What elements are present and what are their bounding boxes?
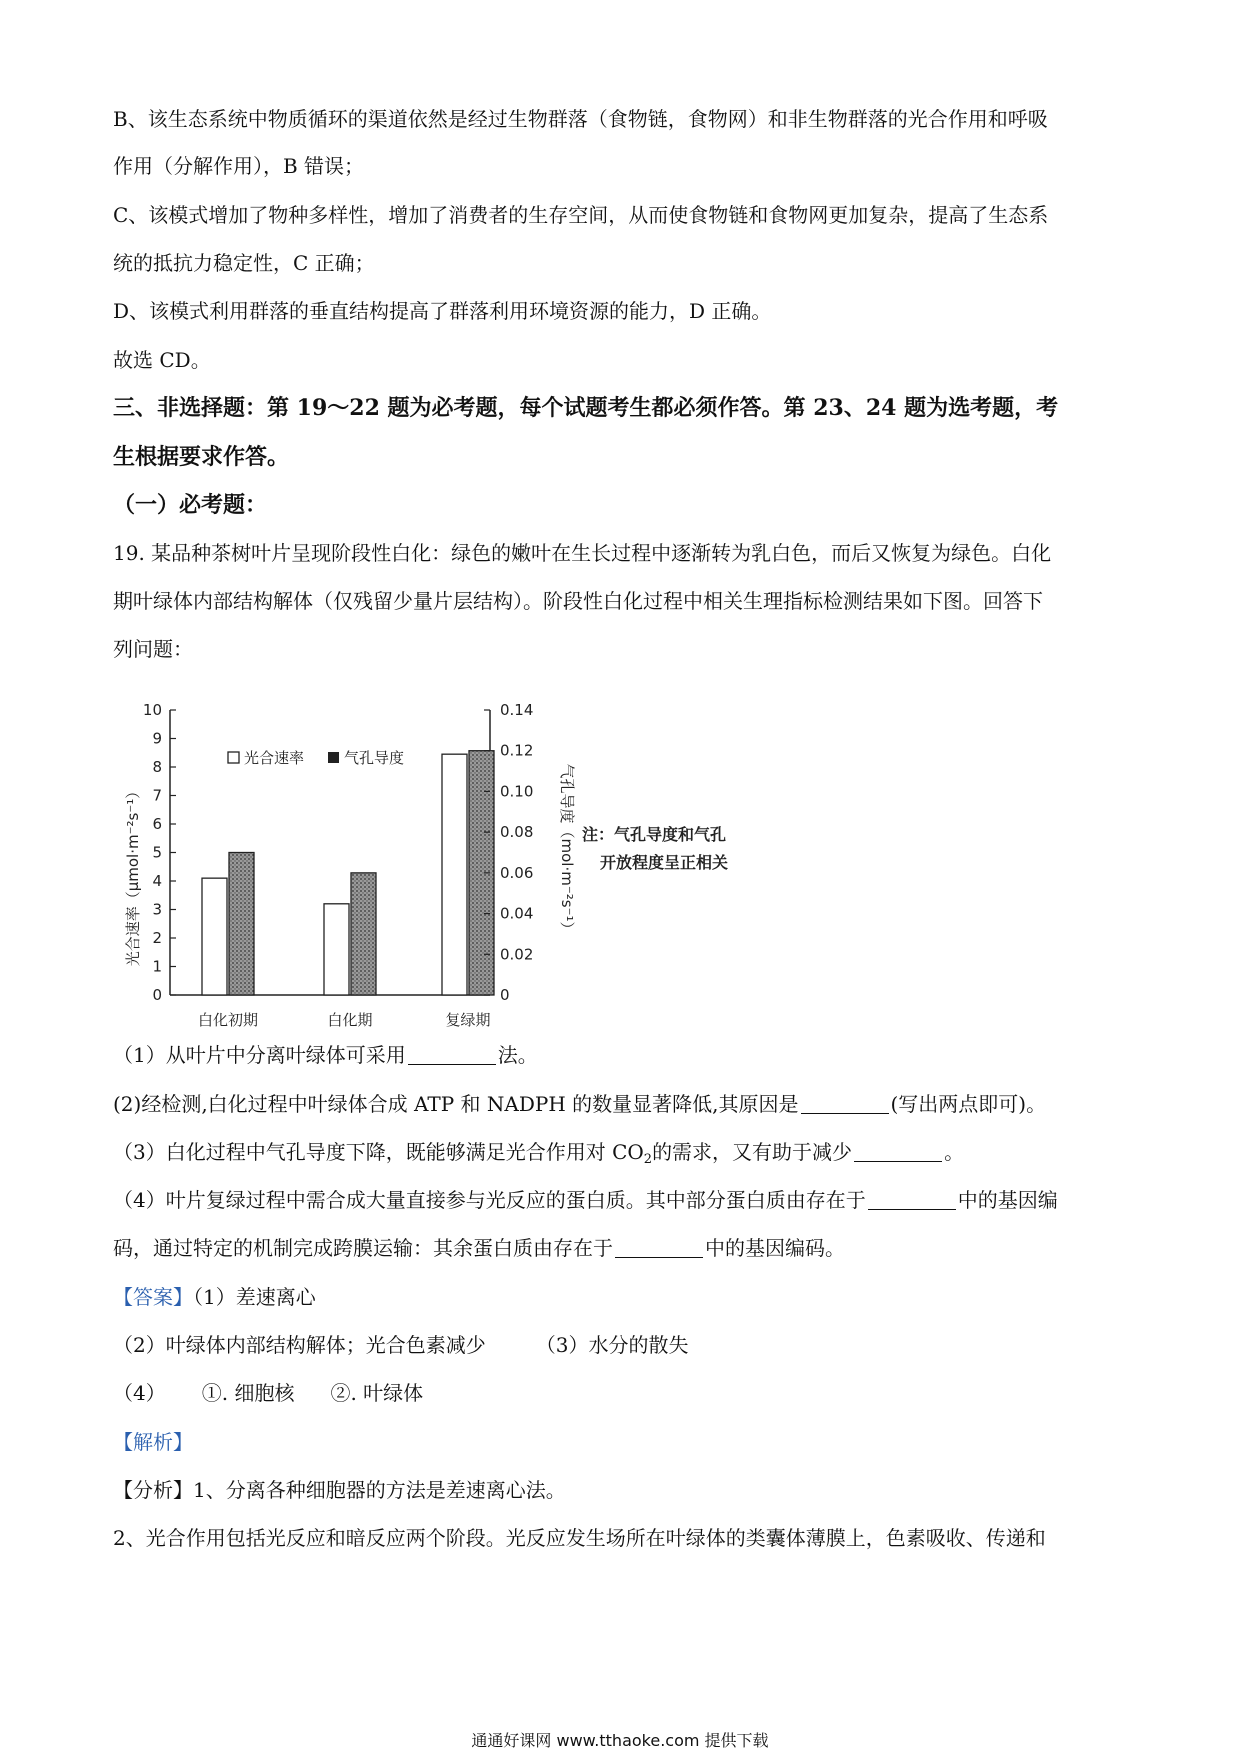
answer-line2: [113, 1330, 1133, 1360]
bar-photosynthesis-rate: [202, 878, 227, 995]
category-label: 白化期: [327, 1011, 373, 1029]
q19-part4-line1: [113, 1185, 1133, 1215]
option-d-line: D、该模式利用群落的垂直结构提高了群落利用环境资源的能力，D 正确。: [113, 299, 772, 323]
left-tick-label: 7: [152, 786, 162, 805]
right-axis-label: 气孔导度（mol·m⁻²s⁻¹）: [558, 763, 576, 937]
category-labels: [198, 1011, 491, 1029]
left-tick-label: 0: [152, 986, 162, 1004]
bar-stomatal-conductance: [229, 853, 254, 996]
left-tick-label: 5: [152, 843, 162, 862]
right-tick-label: 0: [500, 986, 510, 1004]
section-title-line2: 生根据要求作答。: [113, 444, 290, 470]
left-tick-label: 6: [152, 815, 162, 833]
legend-swatch-rate: [228, 752, 239, 763]
option-b-line2: 作用（分解作用），B 错误；: [113, 154, 365, 178]
legend-swatch-conductance: [328, 752, 339, 763]
q19-part3: [113, 1137, 1133, 1175]
bar-photosynthesis-rate: [442, 754, 467, 995]
co2-subscript: 2: [643, 1152, 653, 1167]
page-footer: 通通好课网 www.tthaoke.com 提供下载: [471, 1731, 769, 1750]
right-tick-label: 0.10: [500, 782, 534, 801]
left-tick-label: 1: [152, 957, 162, 976]
q19-part1-text: （1）从叶片中分离叶绿体可采用: [113, 1043, 406, 1067]
analysis-line1: [113, 1475, 1133, 1505]
q19-part2-end: (写出两点即可)。: [890, 1092, 1047, 1116]
analysis-tag: 【解析】: [113, 1430, 193, 1454]
answer-tag: 【答案】: [113, 1285, 193, 1309]
option-b-line1: B、该生态系统中物质循环的渠道依然是经过生物群落（食物链，食物网）和非生物群落的光合作用和呼吸: [113, 107, 1048, 131]
answer-2: （2）叶绿体内部结构解体；光合色素减少: [113, 1333, 486, 1357]
right-tick-label: 0.04: [500, 904, 534, 923]
chart-note-line1: 注：气孔导度和气孔: [582, 825, 727, 844]
left-tick-label: 2: [152, 929, 162, 947]
right-tick-label: 0.02: [500, 945, 534, 964]
answer-line1: [113, 1282, 1133, 1312]
chart-note-line2: 开放程度呈正相关: [600, 853, 729, 872]
left-tick-label: 9: [152, 729, 162, 748]
answer-blank[interactable]: [854, 1141, 942, 1162]
answer-4-label: （4）: [113, 1381, 166, 1405]
q19-part4-mid: 中的基因编: [957, 1188, 1058, 1212]
q19-part1-end: 法。: [497, 1043, 538, 1067]
section-title-line1: 三、非选择题：第 19～22 题为必考题，每个试题考生都必须作答。第 23、24 题为选考题，考: [113, 395, 1059, 421]
answer-blank[interactable]: [801, 1093, 889, 1114]
answer-4-2: ②. 叶绿体: [330, 1381, 424, 1405]
left-tick-label: 8: [152, 758, 162, 776]
analysis-line2: 2、光合作用包括光反应和暗反应两个阶段。光反应发生场所在叶绿体的类囊体薄膜上，色素吸收、传递和: [113, 1526, 1046, 1550]
left-axis-ticks: [143, 701, 176, 1004]
category-label: 复绿期: [445, 1011, 491, 1029]
q19-stem-line1: 19. 某品种茶树叶片呈现阶段性白化：绿色的嫩叶在生长过程中逐渐转为乳白色，而后又恢复为绿色。白化: [113, 541, 1052, 565]
q19-stem-line3: 列问题：: [113, 637, 193, 661]
option-c-line1: C、该模式增加了物种多样性，增加了消费者的生存空间，从而使食物链和食物网更加复杂，提高了生态系: [113, 203, 1049, 227]
q19-part3-mid: 的需求，又有助于减少: [652, 1140, 853, 1164]
answer-blank[interactable]: [615, 1237, 703, 1258]
bar-stomatal-conductance: [351, 873, 376, 995]
answer-choice: 故选 CD。: [113, 348, 211, 372]
q19-part4-end: 中的基因编码。: [705, 1236, 845, 1260]
answer-4-1: ①. 细胞核: [201, 1381, 295, 1405]
answer-3: （3）水分的散失: [535, 1333, 689, 1357]
left-tick-label: 4: [152, 872, 162, 890]
bar-stomatal-conductance: [469, 751, 494, 995]
q19-part4-text: （4）叶片复绿过程中需合成大量直接参与光反应的蛋白质。其中部分蛋白质由存在于: [113, 1188, 866, 1212]
category-label: 白化初期: [197, 1011, 259, 1029]
analysis-fx1: 1、分离各种细胞器的方法是差速离心法。: [193, 1478, 566, 1502]
q19-part2-text: (2)经检测,白化过程中叶绿体合成 ATP 和 NADPH 的数量显著降低,其原因是: [113, 1092, 799, 1116]
bar-chart: [120, 690, 840, 1030]
answer-blank[interactable]: [408, 1044, 496, 1065]
section-subtitle: （一）必考题：: [113, 492, 268, 518]
q19-part4-text2: 码，通过特定的机制完成跨膜运输：其余蛋白质由存在于: [113, 1236, 613, 1260]
option-c-line2: 统的抵抗力稳定性，C 正确；: [113, 251, 375, 275]
left-axis-label: 光合速率（μmol·m⁻²s⁻¹）: [124, 783, 142, 967]
q19-part4-line2: [113, 1233, 1133, 1263]
bar-photosynthesis-rate: [324, 904, 349, 995]
right-tick-label: 0.12: [500, 741, 534, 760]
q19-part1: [113, 1040, 1133, 1070]
q19-part3-end: 。: [944, 1140, 965, 1164]
analysis-fx-tag: 【分析】: [113, 1478, 193, 1502]
left-tick-label: 10: [142, 701, 162, 719]
left-tick-label: 3: [152, 900, 162, 919]
right-tick-label: 0.08: [500, 823, 534, 842]
legend-label-conductance: 气孔导度: [344, 749, 405, 767]
answer-blank[interactable]: [868, 1189, 956, 1210]
answer-line3: [113, 1378, 1133, 1408]
chart-bars: [202, 751, 494, 995]
legend-label-rate: 光合速率: [244, 749, 305, 767]
right-tick-label: 0.14: [500, 701, 534, 719]
q19-stem-line2: 期叶绿体内部结构解体（仅残留少量片层结构）。阶段性白化过程中相关生理指标检测结果如下图。回答下: [113, 589, 1043, 613]
answer-1: （1）差速离心: [193, 1285, 316, 1309]
q19-part3-text: （3）白化过程中气孔导度下降，既能够满足光合作用对 CO: [113, 1140, 644, 1164]
q19-part2: [113, 1089, 1133, 1119]
right-tick-label: 0.06: [500, 863, 534, 882]
